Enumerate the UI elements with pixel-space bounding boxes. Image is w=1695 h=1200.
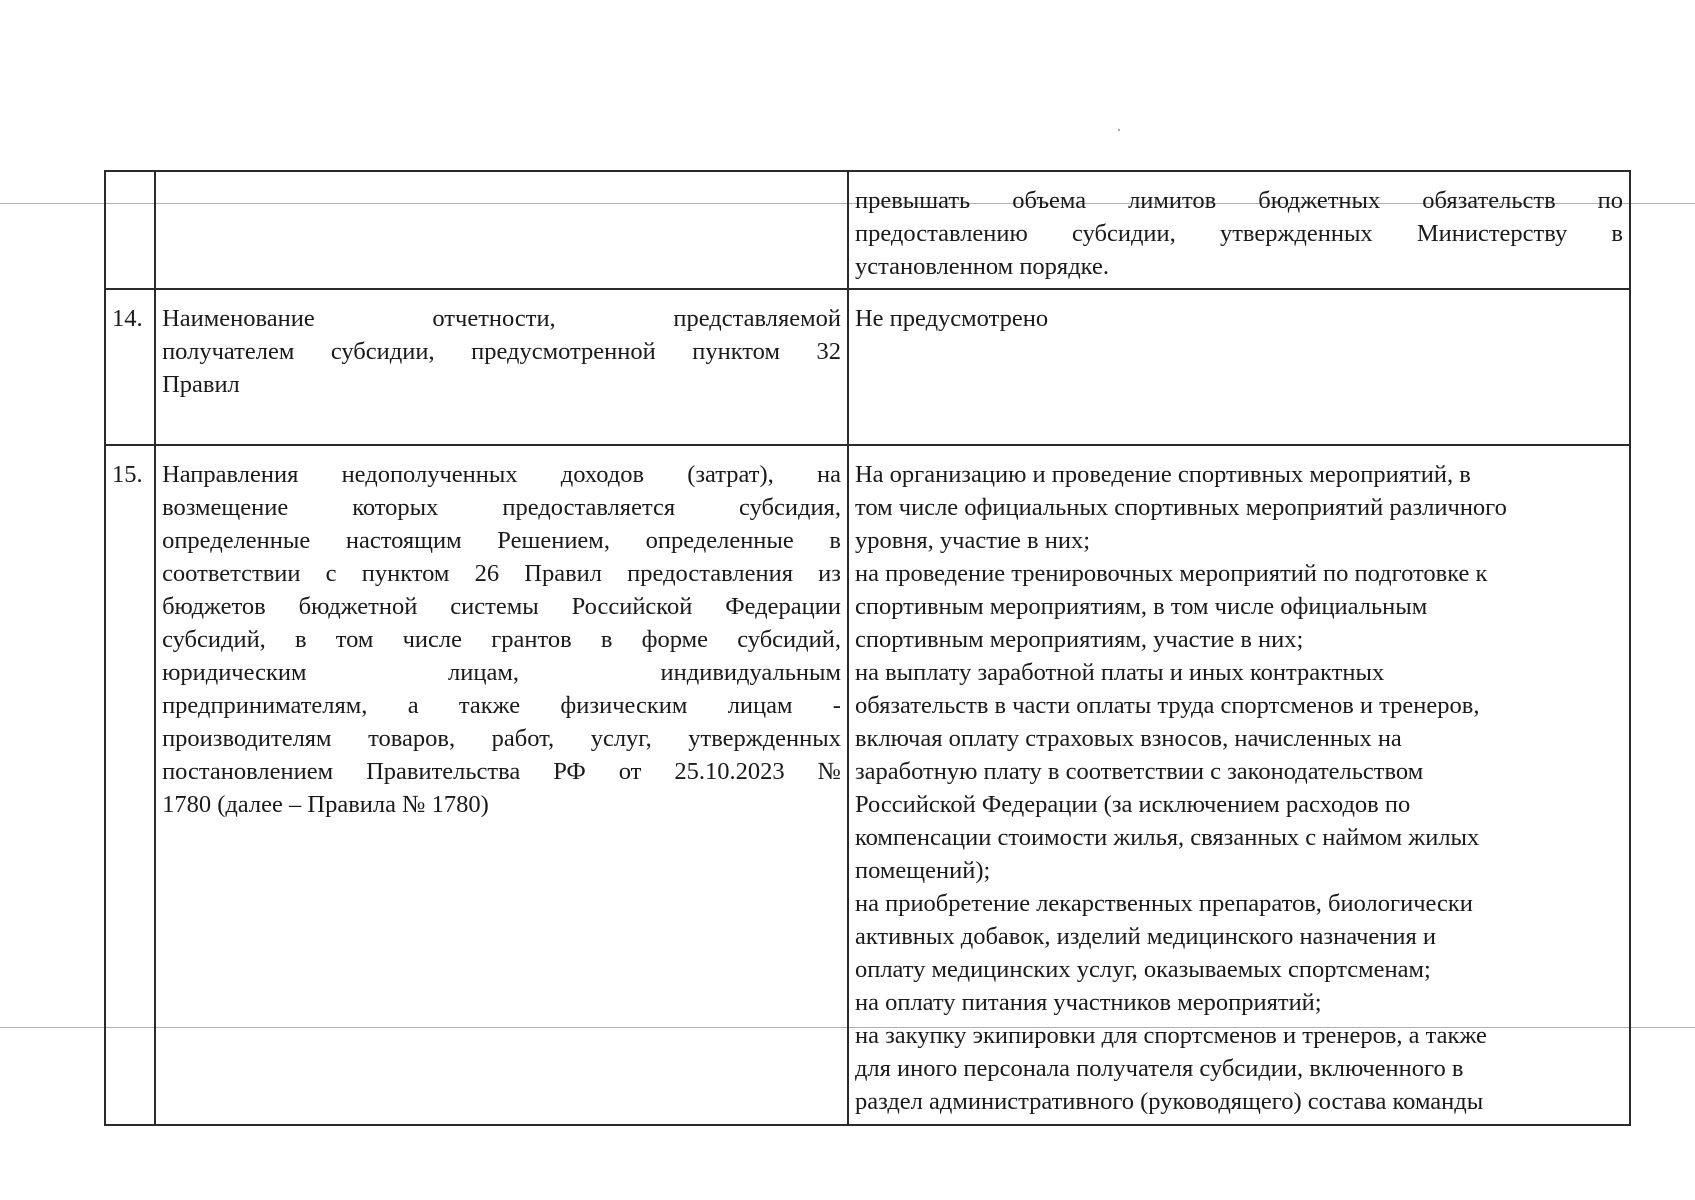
text-line: включая оплату страховых взносов, начисленных на [854,725,1402,752]
text-line: на закупку экипировки для спортсменов и тренеров, а также [854,1022,1487,1049]
text-line: уровня, участие в них; [854,527,1091,554]
row-number-cell [105,171,155,289]
text-line: превышать объема лимитов бюджетных обязательств по [854,187,1623,214]
text-line: установленном порядке. [854,253,1109,280]
text-line: Российской Федерации (за исключением расходов по [854,791,1411,818]
text-line: субсидий, в том числе грантов в форме субсидий, [162,626,841,653]
row-title-cell [155,171,848,289]
text-line: Наименование отчетности, представляемой [162,305,841,332]
table-row [105,289,1630,445]
text-line: раздел административного (руководящего) состава команды [854,1088,1484,1115]
text-line: юридическим лицам, индивидуальным [162,659,841,686]
text-line: возмещение которых предоставляется субсидия, [162,494,841,521]
document-table [104,170,1631,1126]
text-line: на проведение тренировочных мероприятий по подготовке к [854,560,1488,587]
text-line: активных добавок, изделий медицинского назначения и [854,923,1437,950]
row-content-cell [848,445,1630,1125]
text-line: на приобретение лекарственных препаратов, биологически [854,890,1473,917]
table-row [105,171,1630,289]
text-line: 1780 (далее – Правила № 1780) [162,791,489,818]
row-title-cell [155,289,848,445]
row-content-cell [848,171,1630,289]
row-number: 15. [112,461,143,488]
text-line: том числе официальных спортивных мероприятий различного [854,494,1507,521]
row-number-cell [105,289,155,445]
text-line: Направления недополученных доходов (затрат), на [162,461,841,488]
text-line: на выплату заработной платы и иных контрактных [854,659,1385,686]
text-line: определенные настоящим Решением, определенные в [162,527,841,554]
row-title-cell [155,445,848,1125]
text-line: получателем субсидии, предусмотренной пунктом 32 [162,338,841,365]
text-line: предоставлению субсидии, утвержденных Министерству в [854,220,1623,247]
text-line: оплату медицинских услуг, оказываемых спортсменам; [854,956,1431,983]
text-line: постановлением Правительства РФ от 25.10.2023 № [162,758,841,785]
text-line: на оплату питания участников мероприятий; [854,989,1322,1016]
row-number: 14. [112,305,143,332]
cell-text [849,446,1629,1118]
text-line: На организацию и проведение спортивных мероприятий, в [854,461,1471,488]
table-row [105,445,1630,1125]
text-line: Правил [162,371,240,398]
text-line: спортивным мероприятиям, участие в них; [854,626,1304,653]
text-line: предпринимателям, а также физическим лицам - [162,692,841,719]
cell-text: Не предусмотрено [854,305,1049,332]
text-line: бюджетов бюджетной системы Российской Федерации [162,593,841,620]
cell-text [849,172,1629,283]
text-line: для иного персонала получателя субсидии, включенного в [854,1055,1464,1082]
text-line: помещений); [854,857,991,884]
text-line: соответствии с пунктом 26 Правил предоставления из [162,560,841,587]
row-number-cell [105,445,155,1125]
cell-text [156,446,847,821]
text-line: обязательств в части оплаты труда спортсменов и тренеров, [854,692,1480,719]
text-line: производителям товаров, работ, услуг, утвержденных [162,725,841,752]
row-content-cell [848,289,1630,445]
text-line: заработную плату в соответствии с законодательством [854,758,1424,785]
text-line: компенсации стоимости жилья, связанных с наймом жилых [854,824,1480,851]
scan-speck [1118,129,1120,131]
cell-text [156,290,847,401]
text-line: спортивным мероприятиям, в том числе официальным [854,593,1428,620]
